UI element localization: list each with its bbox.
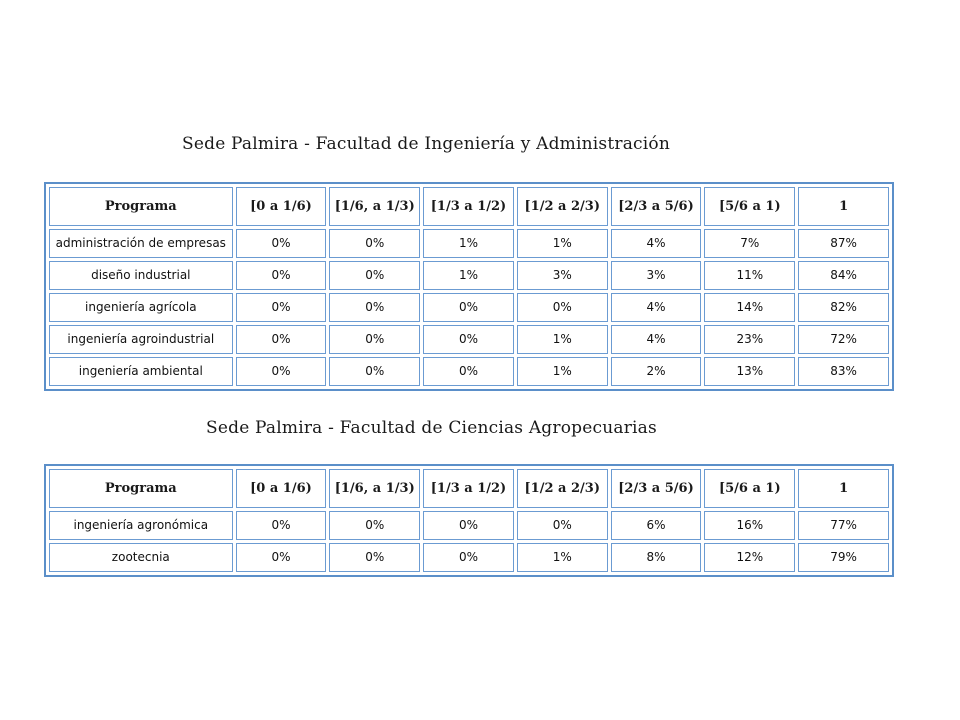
program-cell: ingeniería agrícola: [49, 293, 233, 322]
column-header: Programa: [49, 469, 233, 508]
program-cell: administración de empresas: [49, 229, 233, 258]
program-cell: diseño industrial: [49, 261, 233, 290]
value-cell: 4%: [611, 325, 702, 354]
column-header: 1: [798, 187, 889, 226]
value-cell: 0%: [517, 511, 608, 540]
value-cell: 3%: [611, 261, 702, 290]
column-header: [5/6 a 1): [704, 469, 795, 508]
value-cell: 0%: [423, 325, 514, 354]
value-cell: 3%: [517, 261, 608, 290]
value-cell: 87%: [798, 229, 889, 258]
value-cell: 84%: [798, 261, 889, 290]
program-cell: ingeniería agroindustrial: [49, 325, 233, 354]
value-cell: 12%: [704, 543, 795, 572]
value-cell: 0%: [329, 357, 420, 386]
value-cell: 23%: [704, 325, 795, 354]
value-cell: 14%: [704, 293, 795, 322]
value-cell: 0%: [236, 357, 327, 386]
table-row: [49, 325, 889, 354]
table-row: [49, 511, 889, 540]
header-row: [49, 187, 889, 226]
data-table: [44, 464, 894, 577]
column-header: [1/3 a 1/2): [423, 187, 514, 226]
value-cell: 2%: [611, 357, 702, 386]
value-cell: 4%: [611, 229, 702, 258]
table-title: Sede Palmira - Facultad de Ciencias Agropecuarias: [206, 418, 657, 438]
value-cell: 0%: [329, 293, 420, 322]
value-cell: 0%: [423, 357, 514, 386]
value-cell: 7%: [704, 229, 795, 258]
column-header: [1/6, a 1/3): [329, 469, 420, 508]
table-row: [49, 543, 889, 572]
value-cell: 0%: [329, 325, 420, 354]
data-table: [44, 182, 894, 391]
value-cell: 0%: [236, 543, 327, 572]
value-cell: 0%: [329, 229, 420, 258]
value-cell: 1%: [423, 261, 514, 290]
value-cell: 0%: [517, 293, 608, 322]
value-cell: 0%: [236, 229, 327, 258]
column-header: [1/2 a 2/3): [517, 187, 608, 226]
header-row: [49, 469, 889, 508]
value-cell: 77%: [798, 511, 889, 540]
column-header: [5/6 a 1): [704, 187, 795, 226]
column-header: Programa: [49, 187, 233, 226]
value-cell: 0%: [236, 325, 327, 354]
value-cell: 0%: [236, 511, 327, 540]
value-cell: 0%: [329, 261, 420, 290]
program-cell: zootecnia: [49, 543, 233, 572]
table-title: Sede Palmira - Facultad de Ingeniería y Administración: [182, 134, 670, 154]
value-cell: 13%: [704, 357, 795, 386]
column-header: [0 a 1/6): [236, 469, 327, 508]
column-header: [1/2 a 2/3): [517, 469, 608, 508]
value-cell: 11%: [704, 261, 795, 290]
value-cell: 1%: [423, 229, 514, 258]
value-cell: 0%: [423, 543, 514, 572]
column-header: [2/3 a 5/6): [611, 187, 702, 226]
program-cell: ingeniería ambiental: [49, 357, 233, 386]
table-row: [49, 261, 889, 290]
value-cell: 0%: [329, 543, 420, 572]
value-cell: 0%: [236, 293, 327, 322]
value-cell: 16%: [704, 511, 795, 540]
program-cell: ingeniería agronómica: [49, 511, 233, 540]
column-header: [1/3 a 1/2): [423, 469, 514, 508]
value-cell: 0%: [423, 511, 514, 540]
column-header: [0 a 1/6): [236, 187, 327, 226]
column-header: [2/3 a 5/6): [611, 469, 702, 508]
value-cell: 1%: [517, 543, 608, 572]
value-cell: 6%: [611, 511, 702, 540]
value-cell: 0%: [329, 511, 420, 540]
value-cell: 0%: [423, 293, 514, 322]
value-cell: 83%: [798, 357, 889, 386]
table-row: [49, 229, 889, 258]
value-cell: 1%: [517, 357, 608, 386]
value-cell: 1%: [517, 325, 608, 354]
value-cell: 72%: [798, 325, 889, 354]
value-cell: 1%: [517, 229, 608, 258]
value-cell: 8%: [611, 543, 702, 572]
value-cell: 0%: [236, 261, 327, 290]
table-row: [49, 293, 889, 322]
value-cell: 79%: [798, 543, 889, 572]
column-header: [1/6, a 1/3): [329, 187, 420, 226]
table-row: [49, 357, 889, 386]
value-cell: 4%: [611, 293, 702, 322]
value-cell: 82%: [798, 293, 889, 322]
column-header: 1: [798, 469, 889, 508]
